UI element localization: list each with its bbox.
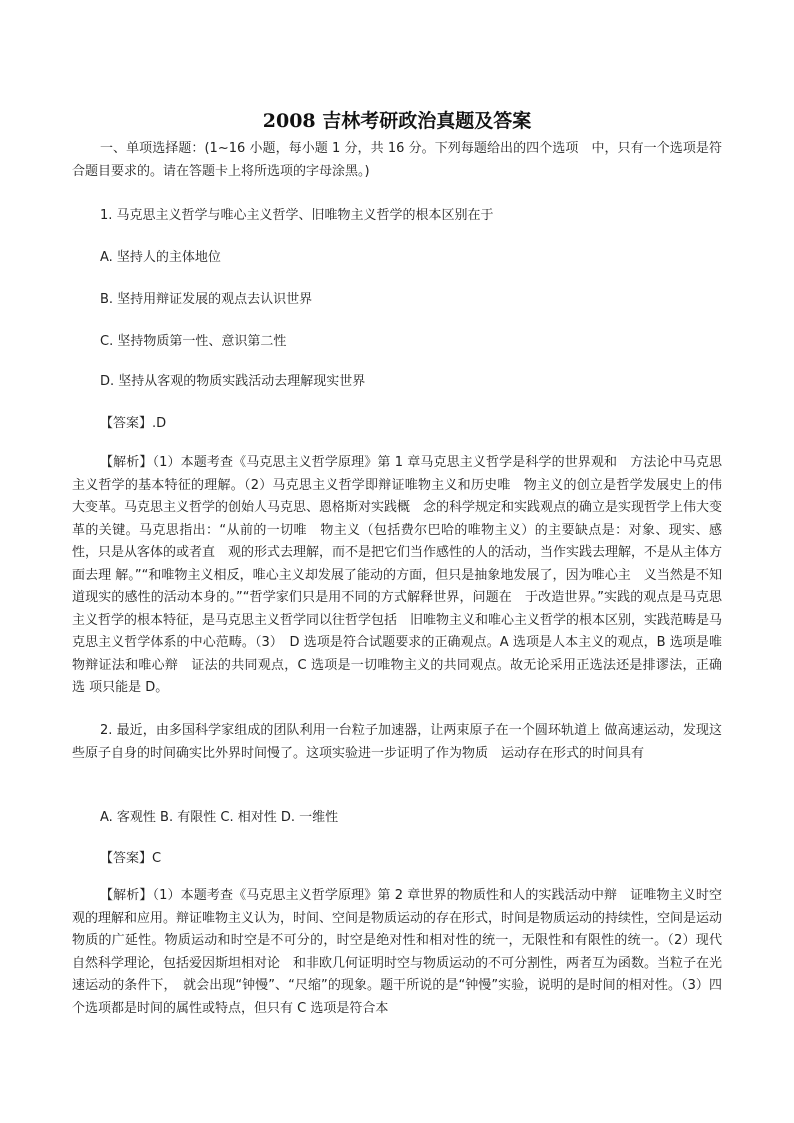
question-1-analysis: 【解析】（1）本题考查《马克思主义哲学原理》第 1 章马克思主义哲学是科学的世界观和 方法论中马克思主义哲学的基本特征的理解。（2）马克思主义哲学即辩证唯物主义和历史唯 物主义的创立是哲学发展史上的伟大变革。马克思主义哲学的创始人马克思、恩格斯对实践概 念的科学规定和实践观点的确立是实现哲学上伟大变革的关键。马克思指出：“从前的一切唯 物主义（包括费尔巴哈的唯物主义）的主要缺点是：对象、现实、感性，只是从客体的或者直 观的形式去理解，而不是把它们当作感性的人的活动，当作实践去理解，不是从主体方面去理 解。”“和唯物主义相反，唯心主义却发展了能动的方面，但只是抽象地发展了，因为唯心主 义当然是不知道现实的感性的活动本身的。”“哲学家们只是用不同的方式解释世界，问题在 于改造世界。”实践的观点是马克思主义哲学的根本特征，是马克思主义哲学同以往哲学包括 旧唯物主义和唯心主义哲学的根本区别，实践范畴是马克思主义哲学体系的中心范畴。（3） D 选项是符合试题要求的正确观点。A 选项是人本主义的观点，B 选项是唯物辩证法和唯心辩 证法的共同观点，C 选项是一切唯物主义的共同观点。故无论采用正选法还是排谬法，正确选 项只能是 D。 [72,455,723,695]
question-1-option-c: C. 坚持物质第一性、意识第二性 [100,334,287,349]
doc-title: 2008 吉林考研政治真题及答案 [262,110,532,132]
question-2-options: A. 客观性 B. 有限性 C. 相对性 D. 一维性 [100,810,339,825]
question-1-option-a: A. 坚持人的主体地位 [100,250,221,265]
question-2-answer: 【答案】C [100,851,162,866]
question-1-stem: 1. 马克思主义哲学与唯心主义哲学、旧唯物主义哲学的根本区别在于 [100,208,494,223]
question-1-answer: 【答案】.D [100,416,167,431]
section-intro: 一、单项选择题：(1~16 小题，每小题 1 分，共 16 分。下列每题给出的四个选项 中，只有一个选项是符合题目要求的。请在答题卡上将所选项的字母涂黑。) [72,141,722,179]
question-1-option-d: D. 坚持从客观的物质实践活动去理解现实世界 [100,374,366,389]
question-2-analysis: 【解析】（1）本题考查《马克思主义哲学原理》第 2 章世界的物质性和人的实践活动中辩 证唯物主义时空观的理解和应用。辩证唯物主义认为，时间、空间是物质运动的存在形式，时间是物质运动的持续性，空间是运动物质的广延性。物质运动和时空是不可分的，时空是绝对性和相对性的统一，无限性和有限性的统一。（2）现代自然科学理论，包括爱因斯坦相对论 和非欧几何证明时空与物质运动的不可分割性，两者互为函数。当粒子在光速运动的条件下， 就会出现“钟慢”、“尺缩”的现象。题干所说的是“钟慢”实验，说明的是时间的相对性。（3）四个选项都是时间的属性或特点，但只有 C 选项是符合本 [72,888,723,1016]
question-1-option-b: B. 坚持用辩证发展的观点去认识世界 [100,292,313,307]
question-2-stem: 2. 最近，由多国科学家组成的团队利用一台粒子加速器，让两束原子在一个圆环轨道上 做高速运动，发现这些原子自身的时间确实比外界时间慢了。这项实验进一步证明了作为物质 运动存在形式的时间具有 [72,723,722,761]
